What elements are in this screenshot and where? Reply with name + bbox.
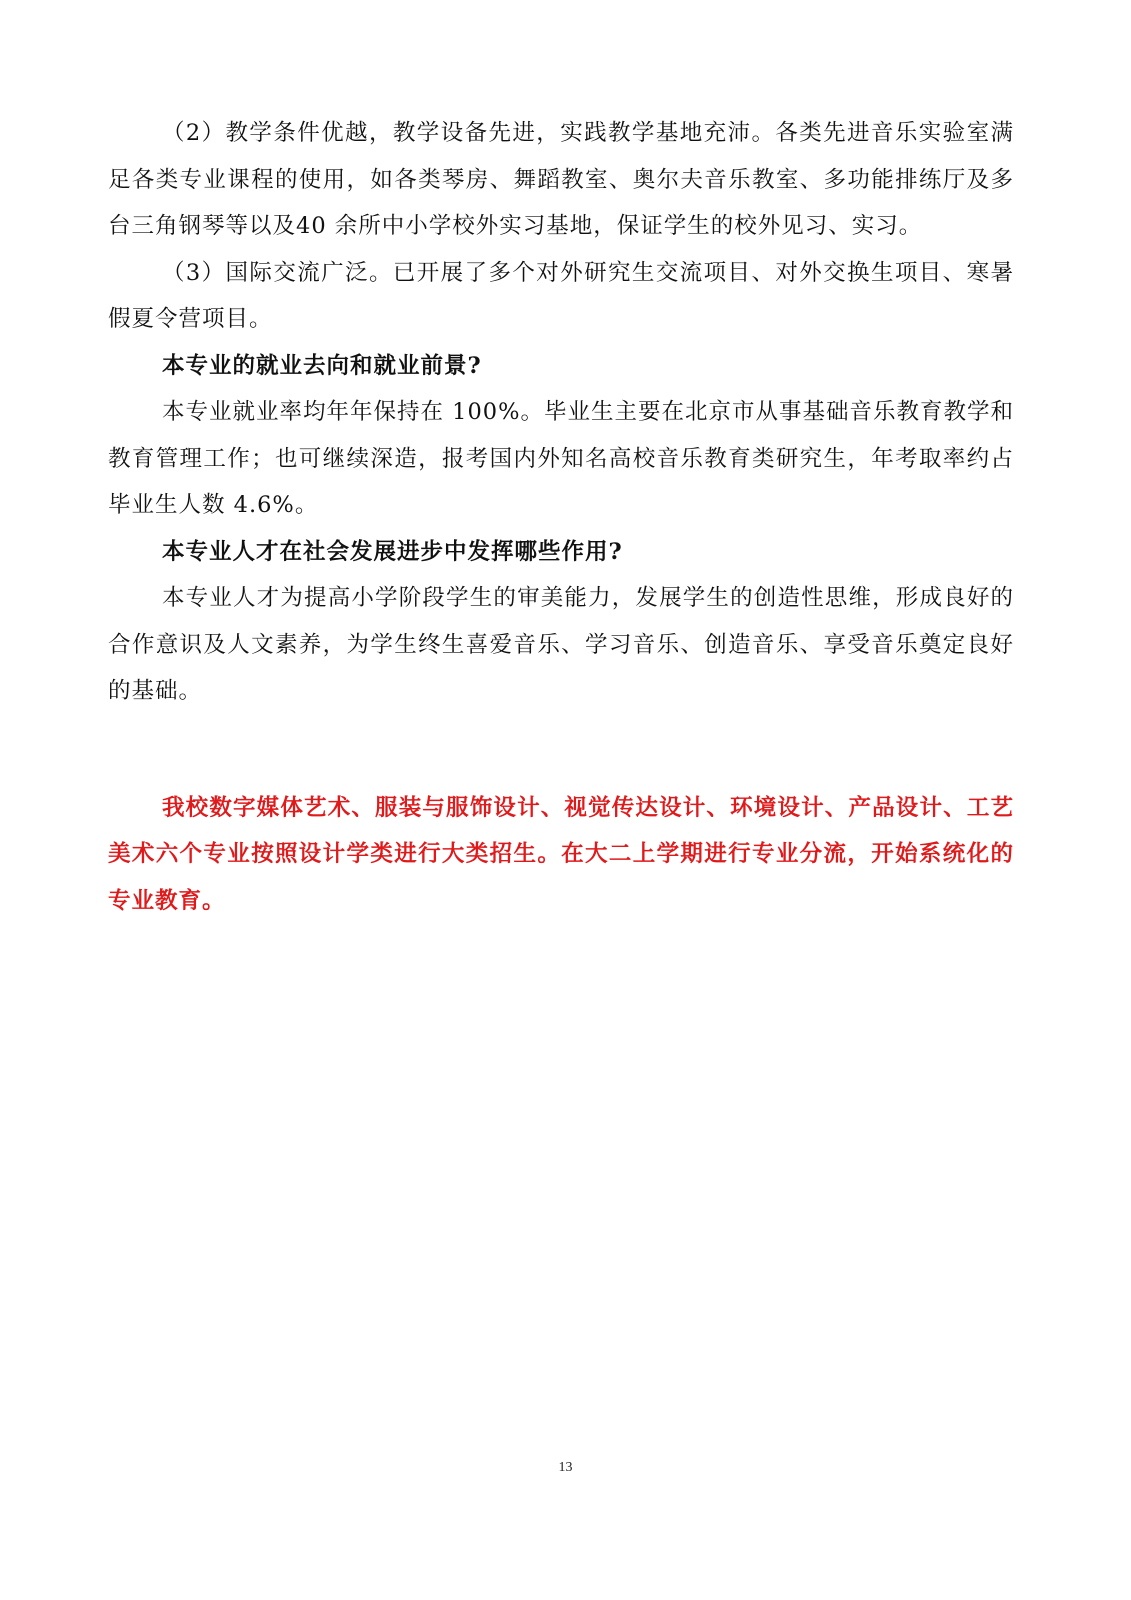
paragraph-teaching-conditions: （2）教学条件优越，教学设备先进，实践教学基地充沛。各类先进音乐实验室满足各类专业课程的使用，如各类琴房、舞蹈教室、奥尔夫音乐教室、多功能排练厅及多台三角钢琴等以及40 余所中小学校外实习基地，保证学生的校外见习、实习。 bbox=[108, 120, 1014, 239]
paragraph-international-exchange: （3）国际交流广泛。已开展了多个对外研究生交流项目、对外交换生项目、寒暑假夏令营项目。 bbox=[108, 259, 1014, 332]
heading-employment: 本专业的就业去向和就业前景? bbox=[162, 352, 482, 379]
document-body bbox=[108, 110, 1014, 924]
design-enrollment-notice: 我校数字媒体艺术、服装与服饰设计、视觉传达设计、环境设计、产品设计、工艺美术六个专业按照设计学类进行大类招生。在大二上学期进行专业分流，开始系统化的专业教育。 bbox=[108, 794, 1014, 914]
heading-social-role: 本专业人才在社会发展进步中发挥哪些作用? bbox=[162, 538, 623, 565]
paragraph-employment: 本专业就业率均年年保持在 100%。毕业生主要在北京市从事基础音乐教育教学和教育管理工作；也可继续深造，报考国内外知名高校音乐教育类研究生，年考取率约占毕业生人数 4.6%。 bbox=[108, 399, 1014, 518]
page-number: 13 bbox=[558, 1460, 573, 1475]
paragraph-social-role: 本专业人才为提高小学阶段学生的审美能力，发展学生的创造性思维，形成良好的合作意识及人文素养，为学生终生喜爱音乐、学习音乐、创造音乐、享受音乐奠定良好的基础。 bbox=[108, 585, 1014, 704]
